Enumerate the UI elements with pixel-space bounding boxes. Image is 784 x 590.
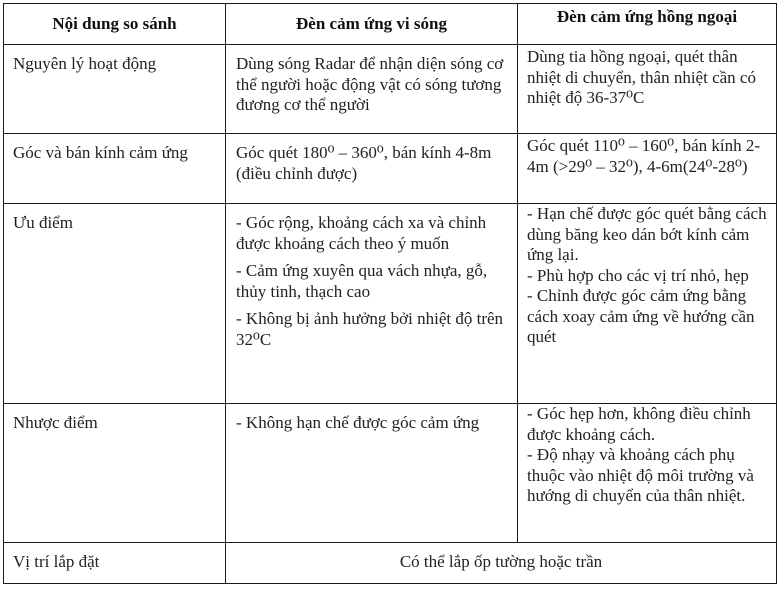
bullet-item: - Góc hẹp hơn, không điều chỉnh được khoảng cách. — [527, 404, 751, 444]
table-row-principle — [4, 45, 777, 134]
bullet-item: - Độ nhạy và khoảng cách phụ thuộc vào nhiệt độ môi trường và hướng di chuyển của thân nhiệt. — [527, 445, 754, 505]
merged-cell: Có thể lắp ốp tường hoặc trần — [226, 543, 777, 584]
bullet-item: - Phù hợp cho các vị trí nhỏ, hẹp — [527, 265, 749, 285]
infrared-cell: Dùng tia hồng ngoại, quét thân nhiệt di chuyển, thân nhiệt cần có nhiệt độ 36-37⁰C — [518, 45, 777, 134]
table-row-angle-radius — [4, 134, 777, 204]
microwave-cell: Dùng sóng Radar để nhận diện sóng cơ thể người hoặc động vật có sóng tương đương cơ thể người — [226, 45, 518, 134]
bullet-item: - Chỉnh được góc cảm ứng bằng cách xoay cảm ứng về hướng cần quét — [527, 286, 755, 346]
table-row-disadvantages — [4, 404, 777, 543]
comparison-table — [3, 3, 777, 584]
header-row — [4, 4, 777, 45]
microwave-cell: Góc quét 180⁰ – 360⁰, bán kính 4-8m (điều chỉnh được) — [226, 134, 518, 204]
header-infrared: Đèn cảm ứng hồng ngoại — [518, 4, 777, 45]
bullet-item: - Góc rộng, khoảng cách xa và chỉnh được khoảng cách theo ý muốn — [236, 213, 487, 253]
table-row-installation — [4, 543, 777, 584]
row-label-cell: Vị trí lắp đặt — [4, 543, 226, 584]
microwave-cell — [226, 204, 518, 404]
infrared-cell — [518, 404, 777, 543]
row-label-cell: Nhược điểm — [4, 404, 226, 543]
row-label-cell: Góc và bán kính cảm ứng — [4, 134, 226, 204]
row-label-cell: Ưu điểm — [4, 204, 226, 404]
infrared-cell: Góc quét 110⁰ – 160⁰, bán kính 2-4m (>29⁰ – 32⁰), 4-6m(24⁰-28⁰) — [518, 134, 777, 204]
header-microwave: Đèn cảm ứng vi sóng — [226, 4, 518, 45]
row-label-cell: Nguyên lý hoạt động — [4, 45, 226, 134]
microwave-cell: - Không hạn chế được góc cảm ứng — [226, 404, 518, 543]
infrared-cell — [518, 204, 777, 404]
table-row-advantages — [4, 204, 777, 404]
bullet-item: - Không bị ảnh hưởng bởi nhiệt độ trên 32⁰C — [236, 309, 504, 349]
bullet-item: - Cảm ứng xuyên qua vách nhựa, gỗ, thủy tinh, thạch cao — [236, 261, 488, 301]
bullet-item: - Hạn chế được góc quét bằng cách dùng băng keo dán bớt kính cảm ứng lại. — [527, 204, 767, 264]
header-criteria: Nội dung so sánh — [4, 4, 226, 45]
